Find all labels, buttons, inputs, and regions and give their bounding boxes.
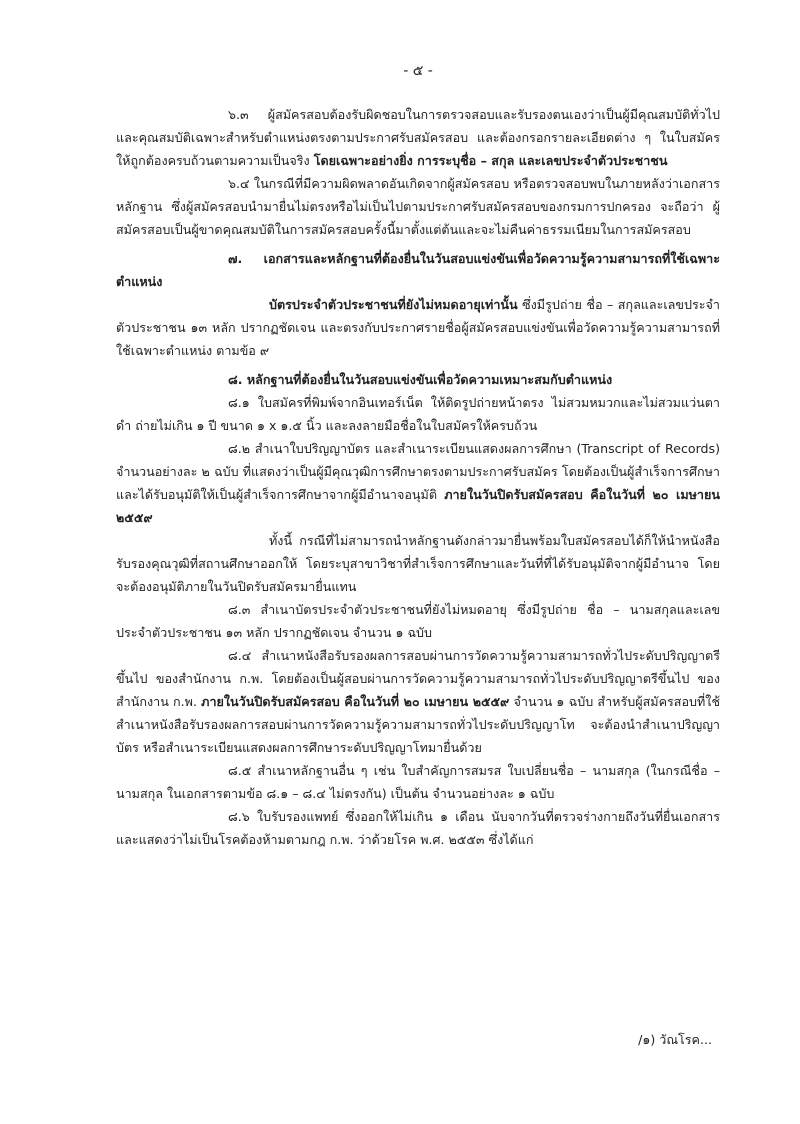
section-8-1: ๘.๑ ใบสมัครที่พิมพ์จากอินเทอร์เน็ต ให้ติดรูปถ่ายหน้าตรง ไม่สวมหมวกและไม่สวมแว่นตาดำ ถ่ายไม่เกิน ๑ ปี ขนาด ๑ x ๑.๕ นิ้ว และลงลายมือชื่อในใบสมัครให้ครบถ้วน [116,395,720,433]
section-8-3: ๘.๓ สำเนาบัตรประจำตัวประชาชนที่ยังไม่หมดอายุ ซึ่งมีรูปถ่าย ชื่อ – นามสกุลและเลขประจำตัวประชาชน ๑๓ หลัก ปรากฏชัดเจน จำนวน ๑ ฉบับ [116,602,720,640]
page-number: - ๕ - [403,63,433,79]
section-8-2 [116,437,720,529]
section-6-4: ๖.๔ ในกรณีที่มีความผิดพลาดอันเกิดจากผู้สมัครสอบ หรือตรวจสอบพบในภายหลังว่าเอกสารหลักฐาน ซึ่งผู้สมัครสอบนำมายื่นไม่ตรงหรือไม่เป็นไปตามประกาศรับสมัครสอบของกรมการปกครอง จะถือว่า ผู้สมัครสอบเป็นผู้ขาดคุณสมบัติในการสมัครสอบครั้งนี้มาตั้งแต่ต้นและจะไม่คืนค่าธรรมเนียมในการสมัครสอบ [116,176,720,237]
section-8-2-note: ทั้งนี้ กรณีที่ไม่สามารถนำหลักฐานดังกล่าวมายื่นพร้อมใบสมัครสอบได้ก็ให้นำหนังสือรับรองคุณวุฒิที่สถานศึกษาออกให้ โดยระบุสาขาวิชาที่สำเร็จการศึกษาและวันที่ที่ได้รับอนุมัติจากผู้มีอำนาจ โดยจะต้องอนุมัติภายในวันปิดรับสมัครมายื่นแทน [116,533,720,594]
section-6-3-bold: โดยเฉพาะอย่างยิ่ง การระบุชื่อ – สกุล และเลขประจำตัวประชาชน [313,153,668,168]
section-8-4-bold: ภายในวันปิดรับสมัครสอบ คือในวันที่ ๒๐ เมษายน ๒๕๕๙ [201,694,510,709]
section-7-bold: บัตรประจำตัวประชาชนที่ยังไม่หมดอายุเท่านั้น [269,297,518,312]
section-8-6: ๘.๖ ใบรับรองแพทย์ ซึ่งออกให้ไม่เกิน ๑ เดือน นับจากวันที่ตรวจร่างกายถึงวันที่ยื่นเอกสาร และแสดงว่าไม่เป็นโรคต้องห้ามตามกฎ ก.พ. ว่าด้วยโรค พ.ศ. ๒๕๕๓ ซึ่งได้แก่ [116,809,720,847]
section-6-3-text: ๖.๓ ผู้สมัครสอบต้องรับผิดชอบในการตรวจสอบและรับรองตนเองว่าเป็นผู้มีคุณสมบัติทั่วไปและคุณสมบัติเฉพาะสำหรับตำแหน่งตรงตามประกาศรับสมัครสอบ และต้องกรอกรายละเอียดต่าง ๆ ในใบสมัครให้ถูกต้องครบถ้วนตามความเป็นจริง [116,107,720,168]
page-continuation: /๑) วัณโรค... [638,1032,712,1047]
section-8-4-text: ๘.๔ สำเนาหนังสือรับรองผลการสอบผ่านการวัดความรู้ความสามารถทั่วไประดับปริญญาตรีขึ้นไป ของสำนักงาน ก.พ. โดยต้องเป็นผู้สอบผ่านการวัดความรู้ความสามารถทั่วไประดับปริญญาตรีขึ้นไป ของสำนักงาน ก.พ. [116,648,720,709]
section-8-2-text: ๘.๒ สำเนาใบปริญญาบัตร และสำเนาระเบียนแสดงผลการศึกษา (Transcript of Records) จำนวนอย่างละ ๒ ฉบับ ที่แสดงว่าเป็นผู้มีคุณวุฒิการศึกษาตรงตามประกาศรับสมัคร โดยต้องเป็นผู้สำเร็จการศึกษาและได้รับอนุมัติให้เป็นผู้สำเร็จการศึกษาจากผู้มีอำนาจอนุมัติ [116,441,720,502]
section-8-5: ๘.๕ สำเนาหลักฐานอื่น ๆ เช่น ใบสำคัญการสมรส ใบเปลี่ยนชื่อ – นามสกุล (ในกรณีชื่อ – นามสกุล ในเอกสารตามข้อ ๘.๑ – ๘.๔ ไม่ตรงกัน) เป็นต้น จำนวนอย่างละ ๑ ฉบับ [116,763,720,801]
section-8-4 [116,644,720,759]
section-8-4-tail: จำนวน ๑ ฉบับ สำหรับผู้สมัครสอบที่ใช้สำเนาหนังสือรับรองผลการสอบผ่านการวัดความรู้ความสามารถทั่วไประดับปริญญาโท จะต้องนำสำเนาปริญญาบัตร หรือสำเนาระเบียนแสดงผลการศึกษาระดับปริญญาโทมายื่นด้วย [116,694,721,755]
section-7-text: ซึ่งมีรูปถ่าย ชื่อ – สกุลและเลขประจำตัวประชาชน ๑๓ หลัก ปรากฏชัดเจน และตรงกับประกาศรายชื่อผู้สมัครสอบแข่งขันเพื่อวัดความรู้ความสามารถที่ใช้เฉพาะตำแหน่ง ตามข้อ ๙ [116,297,720,358]
section-8-heading: ๘. หลักฐานที่ต้องยื่นในวันสอบแข่งขันเพื่อวัดความเหมาะสมกับตำแหน่ง [228,372,613,387]
section-7-body [116,293,720,362]
section-6-3 [116,103,720,172]
section-7-heading: ๗. เอกสารและหลักฐานที่ต้องยื่นในวันสอบแข่งขันเพื่อวัดความรู้ความสามารถที่ใช้เฉพาะตำแหน่ง [116,251,720,289]
section-8-2-bold: ภายในวันปิดรับสมัครสอบ คือในวันที่ ๒๐ เมษายน ๒๕๕๙ [116,487,720,525]
